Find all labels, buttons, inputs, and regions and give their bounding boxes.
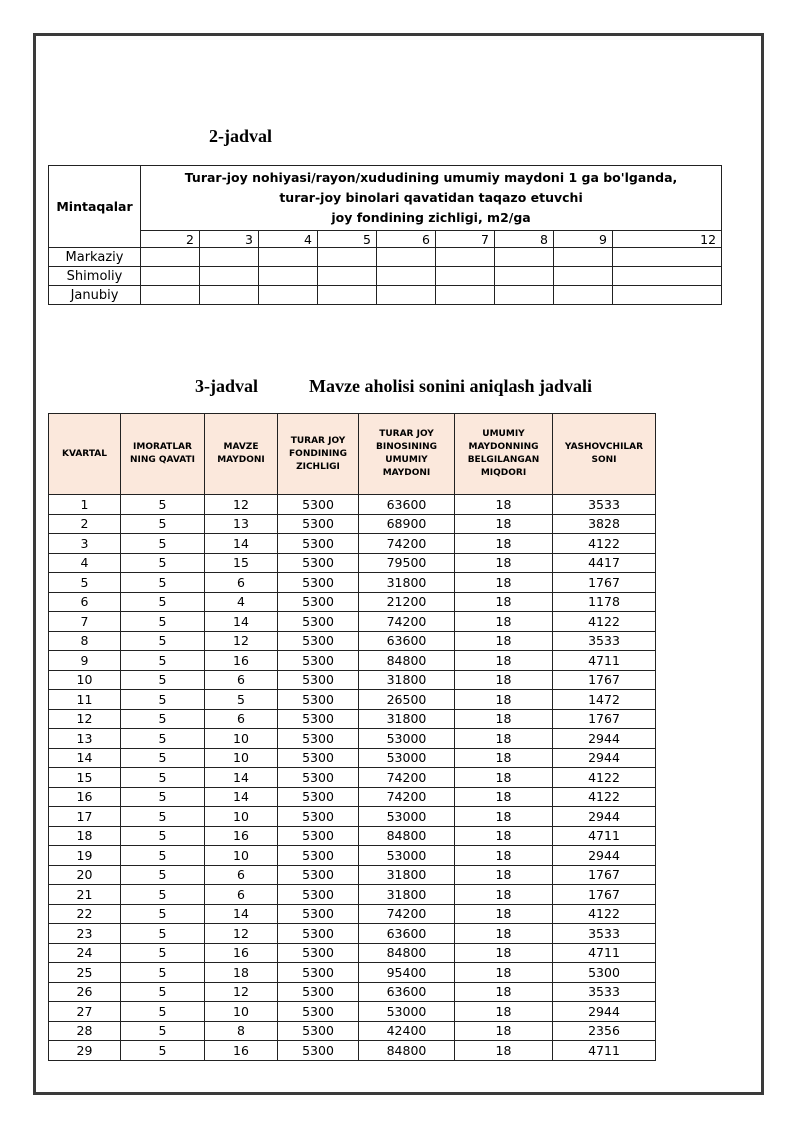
- table-cell: 5300: [278, 690, 359, 710]
- table-cell: 84800: [359, 651, 455, 671]
- table-row: [49, 924, 656, 944]
- table-cell: 53000: [359, 748, 455, 768]
- table-cell: 6: [205, 885, 278, 905]
- density-cell: [554, 267, 613, 286]
- table-row: [49, 943, 656, 963]
- table-cell: 5: [205, 690, 278, 710]
- column-header: MAVZE MAYDONI: [205, 414, 278, 495]
- column-header: KVARTAL: [49, 414, 121, 495]
- table-row: [49, 982, 656, 1002]
- table-cell: 15: [205, 553, 278, 573]
- table-cell: 68900: [359, 514, 455, 534]
- column-header: YASHOVCHILAR SONI: [553, 414, 656, 495]
- table-cell: 18: [455, 690, 553, 710]
- table-cell: 18: [455, 846, 553, 866]
- table-cell: 18: [455, 748, 553, 768]
- table-cell: 21: [49, 885, 121, 905]
- table-cell: 14: [205, 612, 278, 632]
- floor-count-cell: 5: [318, 231, 377, 248]
- table-cell: 18: [455, 612, 553, 632]
- density-table: [48, 165, 722, 305]
- table-cell: 6: [205, 670, 278, 690]
- table-cell: 4711: [553, 943, 656, 963]
- table-cell: 5300: [278, 943, 359, 963]
- regions-header: Mintaqalar: [49, 166, 141, 248]
- table-cell: 5300: [278, 651, 359, 671]
- table-cell: 5: [121, 1021, 205, 1041]
- table-cell: 14: [205, 768, 278, 788]
- table-cell: 5: [121, 612, 205, 632]
- table-row: [49, 904, 656, 924]
- population-header-row: [49, 414, 656, 495]
- table-cell: 84800: [359, 826, 455, 846]
- table-cell: 2944: [553, 1002, 656, 1022]
- density-cell: [436, 267, 495, 286]
- table-row: [49, 748, 656, 768]
- table-cell: 3: [49, 534, 121, 554]
- table-cell: 6: [205, 709, 278, 729]
- density-title: [141, 166, 722, 231]
- density-title-line: Turar-joy nohiyasi/rayon/xududining umumiy maydoni 1 ga bo'lganda,: [184, 170, 678, 185]
- table-cell: 74200: [359, 904, 455, 924]
- table-cell: 4122: [553, 534, 656, 554]
- table-cell: 5: [121, 768, 205, 788]
- table-row: [49, 670, 656, 690]
- table-cell: 63600: [359, 495, 455, 515]
- table-cell: 5: [121, 592, 205, 612]
- table-cell: 22: [49, 904, 121, 924]
- table-cell: 10: [205, 807, 278, 827]
- table2-caption: 2-jadval: [209, 126, 272, 146]
- table-cell: 7: [49, 612, 121, 632]
- density-cell: [436, 286, 495, 305]
- table-cell: 28: [49, 1021, 121, 1041]
- table-cell: 18: [455, 807, 553, 827]
- table-cell: 5300: [278, 904, 359, 924]
- table-cell: 5: [121, 807, 205, 827]
- table-row: [49, 514, 656, 534]
- table-cell: 5: [121, 573, 205, 593]
- table-row: [49, 826, 656, 846]
- table-row: [49, 846, 656, 866]
- table-cell: 18: [455, 1041, 553, 1061]
- table-cell: 10: [205, 846, 278, 866]
- table-cell: 5300: [278, 553, 359, 573]
- table-cell: 17: [49, 807, 121, 827]
- table-cell: 3828: [553, 514, 656, 534]
- table-cell: 84800: [359, 1041, 455, 1061]
- population-table: [48, 413, 656, 1061]
- floor-count-cell: 4: [259, 231, 318, 248]
- table-cell: 5: [121, 787, 205, 807]
- floor-count-cell: 7: [436, 231, 495, 248]
- table-cell: 4122: [553, 787, 656, 807]
- table-cell: 1767: [553, 865, 656, 885]
- density-cell: [495, 267, 554, 286]
- table-cell: 5300: [278, 534, 359, 554]
- table-cell: 12: [205, 982, 278, 1002]
- table-cell: 5: [121, 670, 205, 690]
- table-cell: 16: [205, 1041, 278, 1061]
- table-cell: 26: [49, 982, 121, 1002]
- table-cell: 53000: [359, 1002, 455, 1022]
- density-cell: [613, 286, 722, 305]
- table-cell: 26500: [359, 690, 455, 710]
- table-cell: 5: [121, 1041, 205, 1061]
- table-cell: 4122: [553, 904, 656, 924]
- table-cell: 16: [49, 787, 121, 807]
- density-cell: [141, 267, 200, 286]
- table-cell: 1472: [553, 690, 656, 710]
- floor-count-cell: 9: [554, 231, 613, 248]
- table-row: [49, 768, 656, 788]
- table-cell: 5300: [278, 924, 359, 944]
- column-header: IMORATLAR NING QAVATI: [121, 414, 205, 495]
- table-cell: 4: [205, 592, 278, 612]
- table-cell: 5300: [278, 963, 359, 983]
- table-cell: 5: [121, 514, 205, 534]
- table-row: [49, 651, 656, 671]
- table-cell: 5300: [278, 826, 359, 846]
- density-cell: [259, 286, 318, 305]
- density-cell: [141, 248, 200, 267]
- table-cell: 18: [455, 651, 553, 671]
- table-cell: 18: [455, 553, 553, 573]
- density-cell: [318, 248, 377, 267]
- density-cell: [377, 286, 436, 305]
- table-cell: 4: [49, 553, 121, 573]
- floor-count-cell: 6: [377, 231, 436, 248]
- table-cell: 5300: [278, 729, 359, 749]
- table-cell: 31800: [359, 865, 455, 885]
- table-cell: 18: [455, 1002, 553, 1022]
- table-cell: 21200: [359, 592, 455, 612]
- table-cell: 1767: [553, 573, 656, 593]
- table-cell: 8: [205, 1021, 278, 1041]
- table-cell: 16: [205, 943, 278, 963]
- table-cell: 5300: [553, 963, 656, 983]
- density-cell: [377, 248, 436, 267]
- table-cell: 2944: [553, 846, 656, 866]
- table-row: [49, 729, 656, 749]
- table-cell: 2944: [553, 748, 656, 768]
- density-cell: [495, 248, 554, 267]
- density-cell: [200, 248, 259, 267]
- table-row: [49, 1002, 656, 1022]
- table-row: [49, 1021, 656, 1041]
- table-cell: 5300: [278, 865, 359, 885]
- table-cell: 5300: [278, 768, 359, 788]
- column-header: UMUMIY MAYDONNING BELGILANGAN MIQDORI: [455, 414, 553, 495]
- table-cell: 5: [121, 982, 205, 1002]
- table-cell: 74200: [359, 612, 455, 632]
- density-cell: [259, 248, 318, 267]
- table-cell: 10: [49, 670, 121, 690]
- table-cell: 5: [121, 534, 205, 554]
- table-cell: 18: [455, 865, 553, 885]
- table-cell: 5: [121, 709, 205, 729]
- table-row: [49, 807, 656, 827]
- table-cell: 18: [455, 573, 553, 593]
- density-cell: [200, 267, 259, 286]
- table-row: [49, 963, 656, 983]
- table-cell: 18: [455, 534, 553, 554]
- table-cell: 31800: [359, 670, 455, 690]
- table-row: [49, 865, 656, 885]
- table-cell: 27: [49, 1002, 121, 1022]
- table-cell: 18: [455, 787, 553, 807]
- table-cell: 19: [49, 846, 121, 866]
- table-row: [49, 885, 656, 905]
- table-cell: 6: [205, 573, 278, 593]
- table-cell: 6: [205, 865, 278, 885]
- table-cell: 5: [121, 846, 205, 866]
- density-title-line: turar-joy binolari qavatidan taqazo etuvchi: [279, 190, 583, 205]
- density-cell: [613, 267, 722, 286]
- table-row: [49, 709, 656, 729]
- table-cell: 84800: [359, 943, 455, 963]
- density-cell: [318, 286, 377, 305]
- table3-caption-number: 3-jadval: [195, 376, 258, 396]
- region-row: [49, 248, 722, 267]
- table-cell: 5300: [278, 807, 359, 827]
- table-cell: 5: [121, 865, 205, 885]
- table-cell: 4711: [553, 826, 656, 846]
- table-cell: 5300: [278, 514, 359, 534]
- table-cell: 1178: [553, 592, 656, 612]
- table-cell: 5300: [278, 846, 359, 866]
- table-cell: 12: [205, 495, 278, 515]
- table-cell: 5300: [278, 748, 359, 768]
- table3-caption-title: Mavze aholisi sonini aniqlash jadvali: [309, 376, 593, 396]
- table-cell: 3533: [553, 495, 656, 515]
- table-cell: 1767: [553, 670, 656, 690]
- floor-count-cell: 3: [200, 231, 259, 248]
- table-cell: 1767: [553, 709, 656, 729]
- table-cell: 24: [49, 943, 121, 963]
- density-cell: [495, 286, 554, 305]
- density-cell: [554, 286, 613, 305]
- table-cell: 5: [121, 924, 205, 944]
- table-cell: 53000: [359, 846, 455, 866]
- table-cell: 5300: [278, 885, 359, 905]
- table-cell: 5: [121, 729, 205, 749]
- density-cell: [200, 286, 259, 305]
- density-cell: [436, 248, 495, 267]
- table-cell: 9: [49, 651, 121, 671]
- table-cell: 14: [205, 534, 278, 554]
- table-cell: 6: [49, 592, 121, 612]
- table-cell: 31800: [359, 709, 455, 729]
- region-label: Markaziy: [49, 248, 141, 267]
- table-cell: 74200: [359, 787, 455, 807]
- table-cell: 74200: [359, 768, 455, 788]
- column-header: TURAR JOY FONDINING ZICHLIGI: [278, 414, 359, 495]
- table-cell: 4122: [553, 768, 656, 788]
- table-cell: 63600: [359, 982, 455, 1002]
- table-cell: 5: [121, 885, 205, 905]
- floors-row: [49, 231, 722, 248]
- table-cell: 4711: [553, 651, 656, 671]
- table-cell: 5300: [278, 612, 359, 632]
- table-cell: 14: [205, 787, 278, 807]
- density-cell: [613, 248, 722, 267]
- table-cell: 18: [455, 885, 553, 905]
- table-cell: 29: [49, 1041, 121, 1061]
- table-cell: 14: [49, 748, 121, 768]
- table-cell: 15: [49, 768, 121, 788]
- table-cell: 18: [455, 709, 553, 729]
- density-cell: [318, 267, 377, 286]
- table-cell: 18: [49, 826, 121, 846]
- table-cell: 11: [49, 690, 121, 710]
- table-row: [49, 1041, 656, 1061]
- table-cell: 18: [455, 592, 553, 612]
- table-cell: 16: [205, 826, 278, 846]
- table-cell: 5300: [278, 573, 359, 593]
- density-cell: [259, 267, 318, 286]
- table-cell: 18: [455, 495, 553, 515]
- table-cell: 10: [205, 748, 278, 768]
- table-cell: 2: [49, 514, 121, 534]
- column-header: TURAR JOY BINOSINING UMUMIY MAYDONI: [359, 414, 455, 495]
- table-cell: 5300: [278, 787, 359, 807]
- floor-count-cell: 12: [613, 231, 722, 248]
- table-cell: 63600: [359, 924, 455, 944]
- table-cell: 2944: [553, 729, 656, 749]
- table-cell: 5: [121, 826, 205, 846]
- table-cell: 5: [121, 1002, 205, 1022]
- table-cell: 31800: [359, 885, 455, 905]
- table-cell: 5: [49, 573, 121, 593]
- table-cell: 5: [121, 748, 205, 768]
- table-cell: 3533: [553, 631, 656, 651]
- table-cell: 14: [205, 904, 278, 924]
- floor-count-cell: 2: [141, 231, 200, 248]
- table-cell: 23: [49, 924, 121, 944]
- table-cell: 3533: [553, 924, 656, 944]
- table-cell: 2356: [553, 1021, 656, 1041]
- table-cell: 18: [455, 514, 553, 534]
- table-cell: 5300: [278, 1002, 359, 1022]
- table-cell: 5: [121, 495, 205, 515]
- table-cell: 5: [121, 963, 205, 983]
- region-label: Shimoliy: [49, 267, 141, 286]
- table-cell: 95400: [359, 963, 455, 983]
- table-cell: 18: [205, 963, 278, 983]
- table-cell: 53000: [359, 729, 455, 749]
- table-row: [49, 631, 656, 651]
- table-cell: 5300: [278, 982, 359, 1002]
- table-cell: 5300: [278, 1021, 359, 1041]
- table-cell: 25: [49, 963, 121, 983]
- table-cell: 18: [455, 670, 553, 690]
- table-cell: 18: [455, 631, 553, 651]
- table-cell: 20: [49, 865, 121, 885]
- region-row: [49, 286, 722, 305]
- table-cell: 5: [121, 904, 205, 924]
- table-row: [49, 553, 656, 573]
- table-cell: 5300: [278, 592, 359, 612]
- table-cell: 12: [205, 924, 278, 944]
- table-cell: 1: [49, 495, 121, 515]
- table-cell: 5: [121, 553, 205, 573]
- table-cell: 18: [455, 924, 553, 944]
- table-row: [49, 690, 656, 710]
- table-cell: 18: [455, 826, 553, 846]
- table-cell: 5: [121, 943, 205, 963]
- table-cell: 18: [455, 729, 553, 749]
- table-cell: 18: [455, 904, 553, 924]
- table-cell: 63600: [359, 631, 455, 651]
- table-cell: 5: [121, 651, 205, 671]
- table-cell: 18: [455, 963, 553, 983]
- table-cell: 5300: [278, 1041, 359, 1061]
- density-cell: [554, 248, 613, 267]
- table-cell: 18: [455, 1021, 553, 1041]
- table-cell: 5: [121, 690, 205, 710]
- table-cell: 10: [205, 1002, 278, 1022]
- table-cell: 74200: [359, 534, 455, 554]
- table-cell: 3533: [553, 982, 656, 1002]
- table-cell: 18: [455, 943, 553, 963]
- table-cell: 12: [49, 709, 121, 729]
- table-cell: 12: [205, 631, 278, 651]
- table-cell: 4122: [553, 612, 656, 632]
- table-cell: 5: [121, 631, 205, 651]
- table-row: [49, 612, 656, 632]
- table-cell: 2944: [553, 807, 656, 827]
- table-cell: 1767: [553, 885, 656, 905]
- table-cell: 79500: [359, 553, 455, 573]
- density-title-line: joy fondining zichligi, m2/ga: [331, 210, 531, 225]
- density-cell: [377, 267, 436, 286]
- density-cell: [141, 286, 200, 305]
- table-cell: 18: [455, 768, 553, 788]
- table-cell: 4417: [553, 553, 656, 573]
- table-row: [49, 592, 656, 612]
- table-cell: 5300: [278, 670, 359, 690]
- table-row: [49, 534, 656, 554]
- table-cell: 5300: [278, 631, 359, 651]
- region-row: [49, 267, 722, 286]
- region-label: Janubiy: [49, 286, 141, 305]
- floor-count-cell: 8: [495, 231, 554, 248]
- table-cell: 10: [205, 729, 278, 749]
- table-cell: 13: [205, 514, 278, 534]
- table-cell: 8: [49, 631, 121, 651]
- table-cell: 53000: [359, 807, 455, 827]
- table-cell: 5300: [278, 495, 359, 515]
- table-cell: 13: [49, 729, 121, 749]
- table-row: [49, 495, 656, 515]
- table-cell: 18: [455, 982, 553, 1002]
- table-row: [49, 573, 656, 593]
- table-row: [49, 787, 656, 807]
- table-cell: 5300: [278, 709, 359, 729]
- table-cell: 31800: [359, 573, 455, 593]
- table-cell: 4711: [553, 1041, 656, 1061]
- table-cell: 42400: [359, 1021, 455, 1041]
- table-cell: 16: [205, 651, 278, 671]
